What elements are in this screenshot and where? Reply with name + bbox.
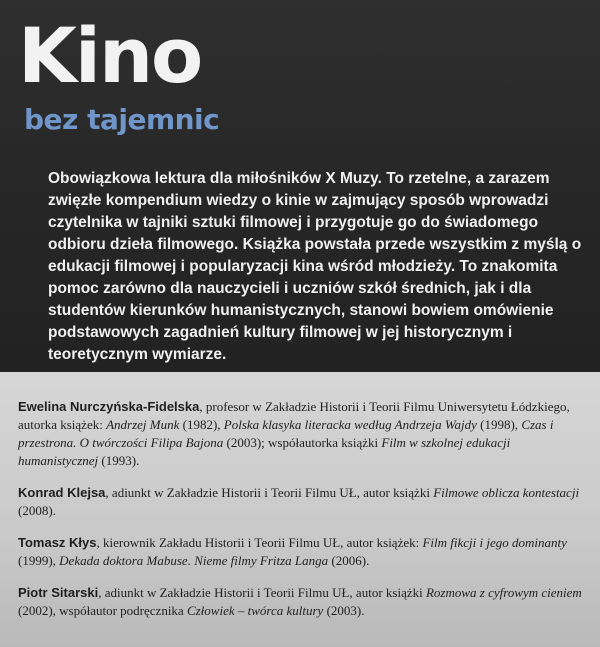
author-bio-text: (1982), bbox=[179, 417, 224, 432]
author-bio-text: (2006). bbox=[328, 553, 370, 568]
author-bio-text: (2003); współautorka książki bbox=[223, 435, 382, 450]
author-bio-konrad-klejsa bbox=[18, 484, 588, 520]
book-title-reference: Czas i przestrona. O twórczości Filipa Bajona bbox=[18, 417, 554, 450]
book-title-reference: Dekada doktora Mabuse. Nieme filmy Fritza Langa bbox=[59, 553, 329, 568]
book-title-reference: Film fikcji i jego dominanty bbox=[422, 535, 567, 550]
author-name: Piotr Sitarski bbox=[18, 585, 99, 600]
author-list bbox=[18, 398, 588, 634]
author-bio-text: , profesor w Zakładzie Historii i Teorii Filmu Uniwersytetu Łódzkiego, autorka książek: bbox=[18, 399, 570, 432]
author-bio-piotr-sitarski bbox=[18, 584, 588, 620]
author-bio-text: (1993). bbox=[98, 453, 140, 468]
book-title-reference: Filmowe oblicza kontestacji bbox=[433, 485, 580, 500]
author-bio-text: , adiunkt w Zakładzie Historii i Teorii Filmu UŁ, autor książki bbox=[98, 585, 426, 600]
author-name: Tomasz Kłys bbox=[18, 535, 97, 550]
author-bio-ewelina-nurczynska-fidelska bbox=[18, 398, 588, 470]
author-bio-text: (1998), bbox=[476, 417, 522, 432]
author-bio-text: (2003). bbox=[323, 603, 365, 618]
book-title-reference: Człowiek – twórca kultury bbox=[186, 603, 324, 618]
author-name: Ewelina Nurczyńska-Fidelska bbox=[18, 399, 200, 414]
author-bio-text: , adiunkt w Zakładzie Historii i Teorii Filmu UŁ, autor książki bbox=[105, 485, 434, 500]
book-description: Obowiązkowa lektura dla miłośników X Muzy. To rzetelne, a zarazem zwięzłe kompendium wiedzy o kinie w zajmujący sposób wprowadzi czytelnika w tajniki sztuki filmowej i przygotuje go do świadomego odbioru dzieła filmowego. Książka powstała przede wszystkim z myślą o edukacji filmowej i popularyzacji kina wśród młodzieży. To znakomita pomoc zarówno dla nauczycieli i uczniów szkół średnich, jak i dla studentów kierunków humanistycznych, stanowi bowiem omówienie podstawowych zagadnień kultury filmowej w jej historycznym i teoretycznym wymiarze. bbox=[48, 170, 582, 363]
author-name: Konrad Klejsa bbox=[18, 485, 106, 500]
author-bio-text: , kierownik Zakładu Historii i Teorii Filmu UŁ, autor książek: bbox=[96, 535, 423, 550]
book-subtitle: bez tajemnic bbox=[24, 103, 220, 136]
author-bio-text: (2002), współautor podręcznika bbox=[18, 603, 187, 618]
book-title-reference: Film w szkolnej edukacji humanistycznej bbox=[18, 435, 511, 468]
author-bio-text: (1999), bbox=[18, 553, 60, 568]
book-title-reference: Polska klasyka literacka według Andrzeja Wajdy bbox=[223, 417, 477, 432]
book-title-reference: Rozmowa z cyfrowym cieniem bbox=[425, 585, 582, 600]
book-title: Kino bbox=[18, 11, 202, 100]
book-title-reference: Andrzej Munk bbox=[106, 417, 180, 432]
author-bio-text: (2008). bbox=[18, 503, 56, 518]
author-bio-tomasz-klys bbox=[18, 534, 588, 570]
